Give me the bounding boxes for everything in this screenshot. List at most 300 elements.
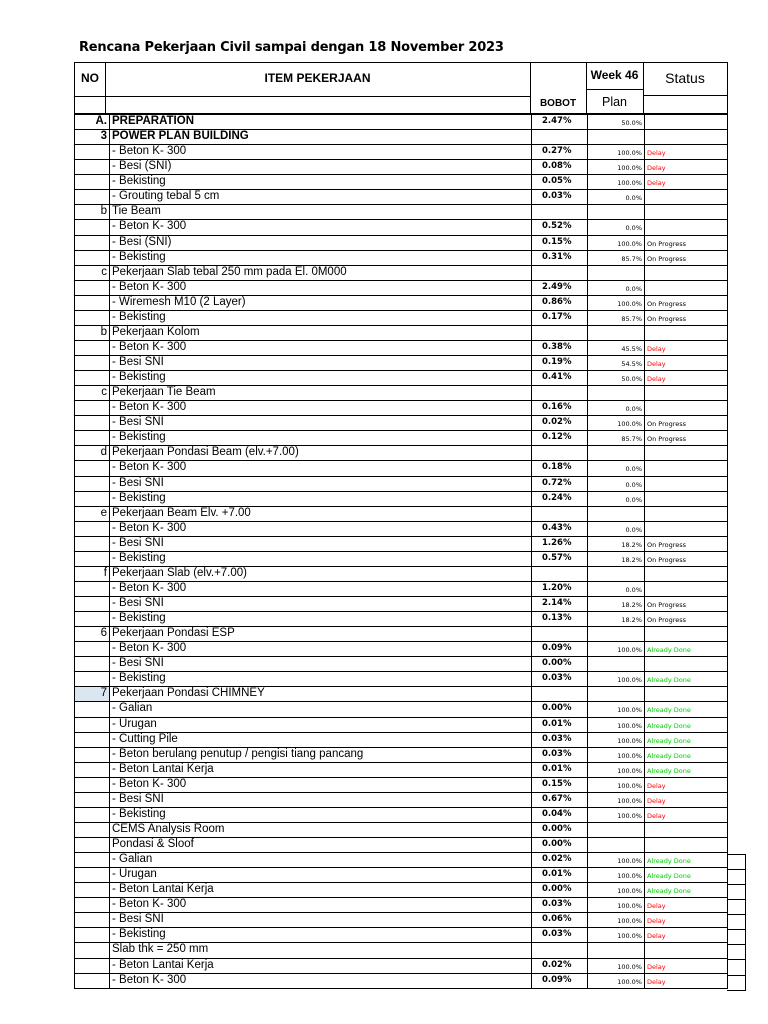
status-label: On Progress (644, 251, 728, 265)
status-label: Delay (644, 974, 728, 988)
table-row (75, 626, 727, 641)
status-label (644, 687, 728, 701)
bobot-value: 0.18% (531, 461, 587, 475)
table-row (75, 204, 727, 219)
extra-column-line (727, 869, 746, 870)
item-name: - Beton K- 300 (109, 898, 531, 912)
table-row (75, 355, 727, 370)
status-label (644, 838, 728, 852)
row-number (75, 823, 109, 837)
bobot-value: 0.03% (531, 672, 587, 686)
table-header (74, 62, 728, 114)
table-row (75, 144, 727, 159)
item-name: Pekerjaan Pondasi ESP (109, 627, 531, 641)
bobot-value: 0.27% (531, 145, 587, 159)
row-number (75, 883, 109, 897)
table-row (75, 295, 727, 310)
row-number: 6 (100, 627, 107, 640)
plan-percent: 100.0% (587, 642, 644, 656)
row-number (75, 220, 109, 234)
plan-percent: 100.0% (587, 868, 644, 882)
row-number (75, 522, 109, 536)
status-label (644, 492, 728, 506)
bobot-value: 0.04% (531, 808, 587, 822)
item-name: - Besi SNI (109, 477, 531, 491)
plan-percent (587, 507, 644, 521)
table-row (75, 581, 727, 596)
bobot-value (531, 687, 587, 701)
bobot-value: 0.03% (531, 733, 587, 747)
bobot-value: 0.31% (531, 251, 587, 265)
header-status: Status (665, 70, 705, 86)
plan-percent: 100.0% (587, 718, 644, 732)
row-number (75, 431, 109, 445)
status-label: On Progress (644, 537, 728, 551)
table-row (75, 611, 727, 626)
bobot-value: 0.01% (531, 718, 587, 732)
status-label: Delay (644, 913, 728, 927)
bobot-value: 0.02% (531, 959, 587, 973)
table-row (75, 762, 727, 777)
row-number (75, 943, 109, 957)
table-row (75, 686, 727, 701)
status-label (644, 220, 728, 234)
status-label (644, 657, 728, 671)
header-bobot: BOBOT (539, 98, 577, 109)
plan-percent: 100.0% (587, 898, 644, 912)
header-no: NO (81, 71, 99, 85)
row-number (75, 145, 109, 159)
plan-percent: 100.0% (587, 160, 644, 174)
row-number (75, 281, 109, 295)
status-label (644, 130, 728, 144)
status-label: Delay (644, 341, 728, 355)
table-row (75, 777, 727, 792)
plan-percent: 100.0% (587, 763, 644, 777)
plan-percent: 100.0% (587, 748, 644, 762)
table-row (75, 958, 727, 973)
row-number (75, 190, 109, 204)
item-name: - Bekisting (109, 612, 531, 626)
item-name: - Beton Lantai Kerja (109, 763, 531, 777)
plan-percent: 0.0% (587, 477, 644, 491)
plan-percent: 100.0% (587, 778, 644, 792)
item-name: Tie Beam (109, 205, 531, 219)
table-row (75, 506, 727, 521)
row-number: 7 (75, 687, 109, 701)
row-number (75, 733, 109, 747)
item-name: - Beton K- 300 (109, 281, 531, 295)
item-name: Pekerjaan Kolom (109, 326, 531, 340)
bobot-value: 0.57% (531, 552, 587, 566)
status-label (644, 190, 728, 204)
table-row (75, 882, 727, 897)
extra-column-line (727, 975, 746, 976)
table-row (75, 927, 727, 942)
table-row (75, 551, 727, 566)
row-number (75, 657, 109, 671)
bobot-value: 0.15% (531, 778, 587, 792)
plan-percent: 0.0% (587, 401, 644, 415)
bobot-value: 0.17% (531, 311, 587, 325)
bobot-value: 0.19% (531, 356, 587, 370)
row-number (75, 793, 109, 807)
table-row (75, 250, 727, 265)
status-label: On Progress (644, 552, 728, 566)
item-name: - Urugan (109, 718, 531, 732)
bobot-value: 0.00% (531, 838, 587, 852)
table-row (75, 521, 727, 536)
status-label: Delay (644, 928, 728, 942)
table-row (75, 265, 727, 280)
status-label (644, 446, 728, 460)
plan-percent: 0.0% (587, 522, 644, 536)
table-row (75, 340, 727, 355)
row-number (75, 341, 109, 355)
bobot-value (531, 205, 587, 219)
table-row (75, 732, 727, 747)
item-name: Pekerjaan Slab tebal 250 mm pada El. 0M000 (109, 266, 531, 280)
row-number: f (103, 566, 107, 579)
plan-percent: 85.7% (587, 251, 644, 265)
table-row (75, 400, 727, 415)
item-name: - Beton K- 300 (109, 145, 531, 159)
row-number (75, 537, 109, 551)
table-row (75, 415, 727, 430)
status-label (644, 205, 728, 219)
table-row (75, 159, 727, 174)
row-number (75, 868, 109, 882)
plan-percent: 0.0% (587, 281, 644, 295)
item-name: - Cutting Pile (109, 733, 531, 747)
plan-percent: 100.0% (587, 883, 644, 897)
row-number (75, 416, 109, 430)
table-row (75, 717, 727, 732)
table-row (75, 129, 727, 144)
row-number (75, 296, 109, 310)
bobot-value: 0.00% (531, 702, 587, 716)
row-number: b (100, 325, 107, 338)
status-label (644, 477, 728, 491)
plan-percent: 54.5% (587, 356, 644, 370)
row-number (75, 356, 109, 370)
extra-column-stub (727, 854, 746, 990)
status-label: Delay (644, 808, 728, 822)
table-row (75, 973, 727, 988)
row-number (75, 371, 109, 385)
row-number (75, 582, 109, 596)
status-label: On Progress (644, 431, 728, 445)
bobot-value: 0.43% (531, 522, 587, 536)
plan-percent: 100.0% (587, 853, 644, 867)
status-label: Delay (644, 778, 728, 792)
item-name: - Bekisting (109, 928, 531, 942)
bobot-value (531, 943, 587, 957)
bobot-value: 0.02% (531, 853, 587, 867)
row-number (75, 853, 109, 867)
plan-percent: 100.0% (587, 296, 644, 310)
table-row (75, 671, 727, 686)
item-name: - Grouting tebal 5 cm (109, 190, 531, 204)
row-number (75, 597, 109, 611)
status-label (644, 386, 728, 400)
plan-percent: 0.0% (587, 492, 644, 506)
extra-column-line (727, 854, 746, 855)
status-label: On Progress (644, 416, 728, 430)
status-label: Already Done (644, 868, 728, 882)
table-row (75, 641, 727, 656)
row-number (75, 642, 109, 656)
table-row (75, 310, 727, 325)
item-name: - Besi (SNI) (109, 160, 531, 174)
bobot-value: 0.00% (531, 883, 587, 897)
bobot-value (531, 507, 587, 521)
plan-percent: 100.0% (587, 672, 644, 686)
plan-percent: 100.0% (587, 959, 644, 973)
status-label: Delay (644, 898, 728, 912)
item-name: - Bekisting (109, 431, 531, 445)
plan-percent: 100.0% (587, 974, 644, 988)
plan-percent (587, 326, 644, 340)
bobot-value: 2.49% (531, 281, 587, 295)
row-number (75, 236, 109, 250)
bobot-value: 1.20% (531, 582, 587, 596)
item-name: - Beton K- 300 (109, 401, 531, 415)
bobot-value: 0.06% (531, 913, 587, 927)
table-row (75, 385, 727, 400)
bobot-value: 0.15% (531, 236, 587, 250)
item-name: - Urugan (109, 868, 531, 882)
bobot-value (531, 326, 587, 340)
bobot-value: 0.01% (531, 763, 587, 777)
row-number (75, 461, 109, 475)
bobot-value: 0.03% (531, 928, 587, 942)
extra-column-line (727, 929, 746, 930)
item-name: - Galian (109, 853, 531, 867)
plan-percent (587, 838, 644, 852)
plan-percent: 100.0% (587, 913, 644, 927)
status-label (644, 522, 728, 536)
status-label (644, 582, 728, 596)
bobot-value: 0.00% (531, 657, 587, 671)
status-label: Already Done (644, 702, 728, 716)
header-week: Week 46 (590, 68, 639, 82)
table-row (75, 747, 727, 762)
plan-percent (587, 205, 644, 219)
plan-percent: 18.2% (587, 612, 644, 626)
bobot-value: 0.13% (531, 612, 587, 626)
table-row (75, 189, 727, 204)
row-number: c (101, 386, 107, 399)
table-row (75, 370, 727, 385)
item-name: Pekerjaan Pondasi CHIMNEY (109, 687, 531, 701)
plan-percent: 85.7% (587, 311, 644, 325)
row-number (75, 702, 109, 716)
plan-percent (587, 130, 644, 144)
plan-percent: 45.5% (587, 341, 644, 355)
item-name: Pekerjaan Slab (elv.+7.00) (109, 567, 531, 581)
plan-percent: 100.0% (587, 416, 644, 430)
plan-percent: 100.0% (587, 793, 644, 807)
header-divider (75, 96, 530, 97)
status-label (644, 326, 728, 340)
status-label: Delay (644, 959, 728, 973)
bobot-value: 0.72% (531, 477, 587, 491)
bobot-value: 0.41% (531, 371, 587, 385)
table-row (75, 430, 727, 445)
table-row (75, 656, 727, 671)
row-number (75, 311, 109, 325)
item-name: - Beton Lantai Kerja (109, 883, 531, 897)
plan-percent (587, 657, 644, 671)
document-title: Rencana Pekerjaan Civil sampai dengan 18 November 2023 (79, 40, 504, 55)
status-label: Delay (644, 356, 728, 370)
bobot-value (531, 627, 587, 641)
bobot-value: 0.09% (531, 974, 587, 988)
extra-column-line (727, 899, 746, 900)
plan-percent: 100.0% (587, 236, 644, 250)
row-number (75, 718, 109, 732)
item-name: - Bekisting (109, 552, 531, 566)
status-label: Already Done (644, 883, 728, 897)
status-label: Already Done (644, 672, 728, 686)
bobot-value: 0.08% (531, 160, 587, 174)
plan-percent (587, 823, 644, 837)
row-number (75, 808, 109, 822)
plan-percent (587, 266, 644, 280)
row-number: d (100, 446, 107, 459)
item-name: - Besi SNI (109, 793, 531, 807)
bobot-value: 0.09% (531, 642, 587, 656)
item-name: - Beton K- 300 (109, 778, 531, 792)
bobot-value: 0.05% (531, 175, 587, 189)
row-number (75, 612, 109, 626)
row-number (75, 898, 109, 912)
item-name: - Beton K- 300 (109, 642, 531, 656)
plan-percent: 100.0% (587, 733, 644, 747)
row-number: b (100, 205, 107, 218)
table-row (75, 822, 727, 837)
plan-percent: 100.0% (587, 175, 644, 189)
item-name: - Besi SNI (109, 537, 531, 551)
status-label: Already Done (644, 718, 728, 732)
item-name: Pekerjaan Pondasi Beam (elv.+7.00) (109, 446, 531, 460)
plan-percent: 100.0% (587, 808, 644, 822)
table-row (75, 942, 727, 957)
header-item: ITEM PEKERJAAN (264, 71, 371, 85)
item-name: - Beton K- 300 (109, 974, 531, 988)
row-number (75, 552, 109, 566)
plan-percent (587, 386, 644, 400)
status-label (644, 507, 728, 521)
bobot-value: 2.14% (531, 597, 587, 611)
table-row (75, 807, 727, 822)
bobot-value: 0.12% (531, 431, 587, 445)
bobot-value: 0.03% (531, 190, 587, 204)
row-number (75, 778, 109, 792)
item-name: - Besi SNI (109, 597, 531, 611)
item-name: - Besi SNI (109, 657, 531, 671)
table-row (75, 219, 727, 234)
plan-percent: 18.2% (587, 597, 644, 611)
bobot-value (531, 130, 587, 144)
table-row (75, 476, 727, 491)
item-name: - Bekisting (109, 492, 531, 506)
status-label: On Progress (644, 597, 728, 611)
item-name: - Beton K- 300 (109, 220, 531, 234)
table-row (75, 566, 727, 581)
table-row (75, 596, 727, 611)
table-row (75, 536, 727, 551)
row-number (75, 251, 109, 265)
row-number (75, 974, 109, 988)
item-name: - Galian (109, 702, 531, 716)
plan-percent: 0.0% (587, 190, 644, 204)
extra-column-line (727, 944, 746, 945)
status-label: Delay (644, 175, 728, 189)
item-name: - Beton Lantai Kerja (109, 959, 531, 973)
status-label (644, 401, 728, 415)
table-row (75, 837, 727, 852)
status-label: On Progress (644, 612, 728, 626)
status-label: On Progress (644, 236, 728, 250)
plan-percent: 100.0% (587, 702, 644, 716)
plan-percent: 0.0% (587, 582, 644, 596)
status-label: Already Done (644, 733, 728, 747)
item-name: - Bekisting (109, 672, 531, 686)
plan-percent (587, 943, 644, 957)
bobot-value: 0.16% (531, 401, 587, 415)
bobot-value: 1.26% (531, 537, 587, 551)
bobot-value: 0.52% (531, 220, 587, 234)
item-name: - Beton K- 300 (109, 461, 531, 475)
plan-percent: 0.0% (587, 461, 644, 475)
item-name: - Bekisting (109, 808, 531, 822)
status-label (644, 943, 728, 957)
bobot-value: 0.02% (531, 416, 587, 430)
table-row (75, 460, 727, 475)
plan-percent (587, 687, 644, 701)
plan-percent: 50.0% (587, 371, 644, 385)
bobot-value (531, 567, 587, 581)
status-label (644, 115, 728, 129)
row-number (75, 492, 109, 506)
table-row (75, 114, 727, 129)
row-number: A. (95, 115, 107, 127)
table-row (75, 325, 727, 340)
table-row (75, 445, 727, 460)
item-name: - Bekisting (109, 251, 531, 265)
item-name: - Wiremesh M10 (2 Layer) (109, 296, 531, 310)
row-number (75, 175, 109, 189)
work-items-table (74, 114, 728, 989)
item-name: PREPARATION (109, 115, 531, 129)
plan-percent: 18.2% (587, 537, 644, 551)
item-name: Slab thk = 250 mm (109, 943, 531, 957)
header-plan: Plan (601, 95, 628, 109)
status-label (644, 266, 728, 280)
table-row (75, 491, 727, 506)
row-number (75, 477, 109, 491)
row-number: e (100, 506, 107, 519)
table-row (75, 897, 727, 912)
item-name: - Bekisting (109, 311, 531, 325)
table-row (75, 174, 727, 189)
status-label: Delay (644, 160, 728, 174)
bobot-value: 0.01% (531, 868, 587, 882)
bobot-value: 0.00% (531, 823, 587, 837)
item-name: CEMS Analysis Room (109, 823, 531, 837)
